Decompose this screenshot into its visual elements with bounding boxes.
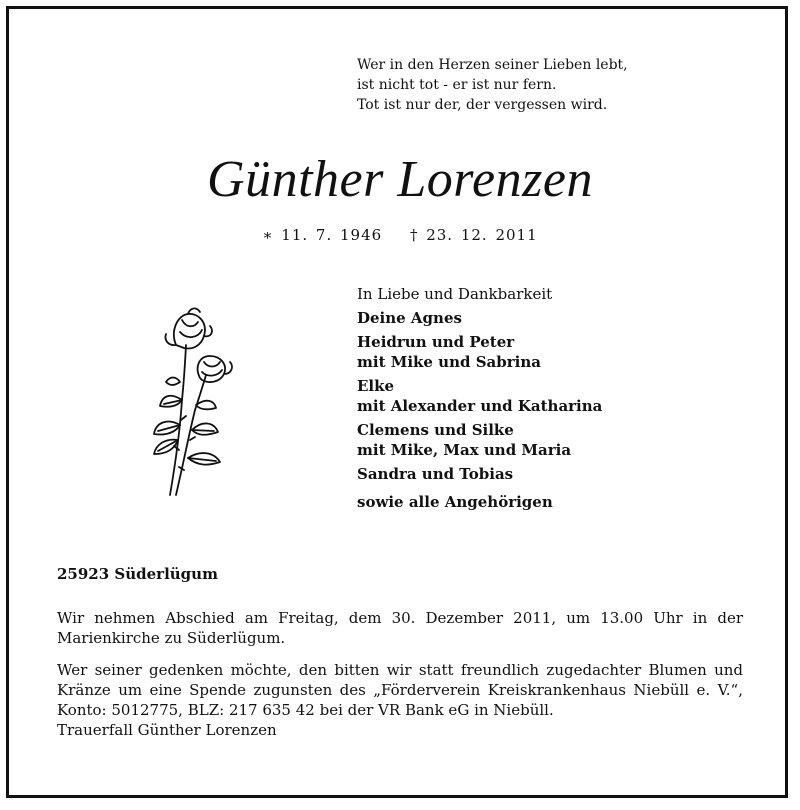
mourner-line: mit Mike, Max und Maria xyxy=(357,441,572,459)
mourner-line: Deine Agnes xyxy=(357,309,462,327)
signoff: Trauerfall Günther Lorenzen xyxy=(57,721,277,739)
mourner-line: mit Mike und Sabrina xyxy=(357,353,541,371)
death-date: † 23. 12. 2011 xyxy=(409,226,538,244)
mourner-line: Sandra und Tobias xyxy=(357,465,514,483)
mourner-group xyxy=(357,420,757,460)
mourner-line: Heidrun und Peter xyxy=(357,333,515,351)
mourner-group xyxy=(357,332,757,372)
birth-date: ∗ 11. 7. 1946 xyxy=(262,226,383,244)
mourner-line: mit Alexander und Katharina xyxy=(357,397,603,415)
quote-line: Tot ist nur der, der vergessen wird. xyxy=(357,97,608,113)
memorial-quote xyxy=(357,55,687,115)
life-dates xyxy=(0,226,800,244)
donation-info: Wer seiner gedenken möchte, den bitten wir statt freundlich zugedachter Blumen und Kränze um eine Spende zugunsten des „Förderverein Kreiskrankenhaus Niebüll e. V.“, Konto: 5012775, BLZ: 217 635 42 bei der VR Bank eG in Niebüll. xyxy=(57,661,743,719)
service-info: Wir nehmen Abschied am Freitag, dem 30. Dezember 2011, um 13.00 Uhr in der Marienkirche zu Süderlügum. xyxy=(57,609,743,647)
rose-icon xyxy=(140,300,260,505)
deceased-name: Günther Lorenzen xyxy=(207,151,593,208)
mourners-intro: In Liebe und Dankbarkeit xyxy=(357,285,553,303)
mourner-group xyxy=(357,308,757,328)
mourner-line: sowie alle Angehörigen xyxy=(357,493,553,511)
mourners-list xyxy=(357,284,757,516)
mourner-line: Elke xyxy=(357,377,395,395)
mourner-line: Clemens und Silke xyxy=(357,421,514,439)
mourner-group xyxy=(357,492,757,512)
location: 25923 Süderlügum xyxy=(57,565,218,583)
mourner-group xyxy=(357,464,757,484)
quote-line: ist nicht tot - er ist nur fern. xyxy=(357,77,557,93)
notice-body xyxy=(57,608,743,740)
mourner-group xyxy=(357,376,757,416)
quote-line: Wer in den Herzen seiner Lieben lebt, xyxy=(357,57,628,73)
